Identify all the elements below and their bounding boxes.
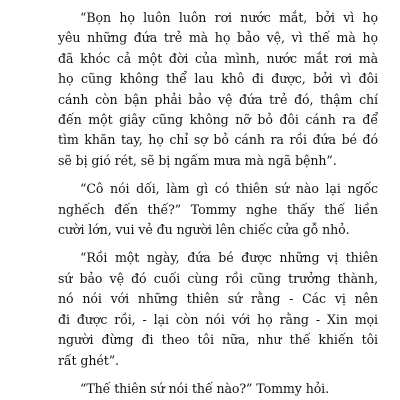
text-line: “Bọn họ luôn luôn rơi nước mắt, bởi vì họ <box>80 10 378 25</box>
text-line: cười lớn, vui vẻ đu người lên chiếc cửa gỗ nhỏ. <box>58 222 350 238</box>
text-line: người đừng đi theo tôi nữa, như thế khiến tôi <box>58 332 378 348</box>
text-line: tìm khăn tay, họ chỉ sợ bỏ cánh ra rồi đứa bé đó <box>58 132 378 148</box>
text-line: đã khóc cả một đời của mình, nước mắt rơi mà <box>58 50 378 66</box>
text-line: nghếch đến thế?” Tommy nghe thấy thế liền <box>58 201 378 217</box>
text-line: “Thế thiên sứ nói thế nào?” Tommy hỏi. <box>80 380 330 396</box>
text-line: “Rồi một ngày, đứa bé được những vị thiên <box>80 250 378 266</box>
paragraph-2 <box>58 179 378 240</box>
text-line: cánh còn bận phải bảo vệ đứa trẻ đó, thậm chí <box>58 91 378 107</box>
text-line: đi được rồi, - lại còn nói với họ rằng - Xin mọi <box>58 311 378 327</box>
text-line: sẽ bị gió rét, sẽ bị ngấm mưa mà ngã bệnh”. <box>58 152 337 168</box>
paragraph-4 <box>58 379 378 399</box>
paragraph-3 <box>58 248 378 370</box>
text-line: yêu những đứa trẻ mà họ bảo vệ, vì thế mà họ <box>58 30 378 46</box>
text-line: đến một giây cũng không nỡ bỏ đôi cánh ra để <box>58 112 378 128</box>
text-line: rất ghét”. <box>58 352 119 368</box>
text-line: nó nói với những thiên sứ rằng - Các vị nên <box>58 291 378 307</box>
paragraph-1 <box>58 8 378 171</box>
text-line: sứ bảo vệ đó cuối cùng rồi cũng trưởng thành, <box>58 270 378 286</box>
text-line: “Cô nói dối, làm gì có thiên sứ nào lại ngốc <box>80 181 378 197</box>
text-line: họ cũng không thể lau khô đi được, bởi vì đôi <box>58 71 378 87</box>
